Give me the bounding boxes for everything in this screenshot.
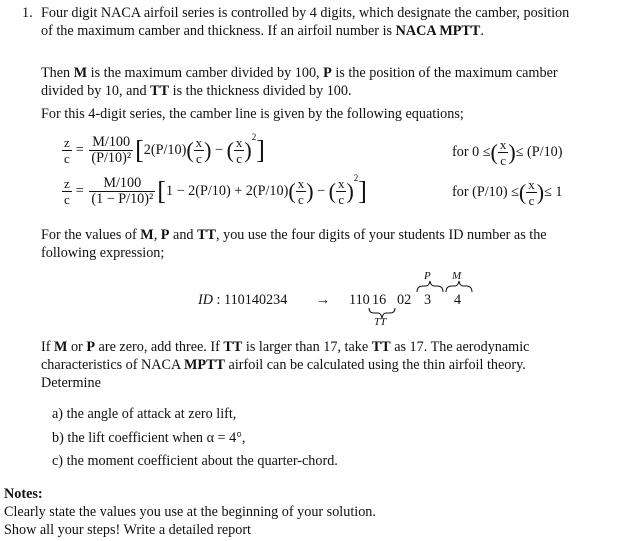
problem-number: 1. xyxy=(22,5,33,21)
intro-line-2: of the maximum camber and thickness. If an airfoil number is NACA MPTT. xyxy=(41,23,484,39)
label-tt: TT xyxy=(374,316,387,328)
camber-equation-2: $\frac{z}{c}$ = $\frac{M/100}{\text{(1 − P/10)²}}$ [1 − 2(P/10) + 2(P/10)( $\frac{x}{c}$ ) − ( $\frac{x}{c}$ )$^2$] xyxy=(64,173,367,208)
id-part-m: 4 xyxy=(454,292,462,308)
definition-line-2: divided by 10, and TT is the thickness divided by 100. xyxy=(41,83,352,99)
camber-equation-1: $\frac{z}{c}$ = $\frac{M/100}{\text{(P/10)²}}$ [2(P/10)( $\frac{x}{c}$ ) − ( $\frac{x}{c}$ )$^2$] xyxy=(64,132,265,167)
id-part-tt: 16 xyxy=(372,292,387,308)
definition-line-3: For this 4-digit series, the camber line is given by the following equations; xyxy=(41,106,464,122)
definition-line-1: Then M is the maximum camber divided by 100, P is the position of the maximum camber xyxy=(41,65,558,81)
rules-line-3: Determine xyxy=(41,375,101,391)
brace-over-p xyxy=(417,281,443,292)
label-m: M xyxy=(452,270,462,282)
rules-line-2: characteristics of NACA MPTT airfoil can be calculated using the thin airfoil theory. xyxy=(41,357,526,373)
intro-line-1: Four digit NACA airfoil series is controlled by 4 digits, which designate the camber, position xyxy=(41,5,570,21)
id-part-p: 3 xyxy=(424,292,432,308)
camber-condition-2: for (P/10) ≤( $\frac{x}{c}$ )≤ 1 xyxy=(452,177,563,208)
task-b: b) the lift coefficient when α = 4°, xyxy=(52,430,246,446)
digits-line-1: For the values of M, P and TT, you use the four digits of your students ID number as the xyxy=(41,227,547,243)
brace-over-m xyxy=(446,281,472,292)
brace-under-tt xyxy=(369,308,395,318)
rules-line-1: If M or P are zero, add three. If TT is larger than 17, take TT as 17. The aerodynamic xyxy=(41,339,530,355)
notes-line-2: Show all your steps! Write a detailed report xyxy=(4,522,251,538)
id-label: ID : 110140234 xyxy=(198,292,288,308)
notes-heading: Notes: xyxy=(4,486,43,502)
task-c: c) the moment coefficient about the quarter-chord. xyxy=(52,453,338,469)
camber-condition-1: for 0 ≤( $\frac{x}{c}$ )≤ (P/10) xyxy=(452,137,563,168)
naca-code: NACA MPTT xyxy=(395,23,481,39)
notes-line-1: Clearly state the values you use at the beginning of your solution. xyxy=(4,504,376,520)
id-part-2: 02 xyxy=(397,292,412,308)
id-arrow: → xyxy=(316,292,331,308)
task-a: a) the angle of attack at zero lift, xyxy=(52,406,237,422)
digits-line-2: following expression; xyxy=(41,245,165,261)
id-part-1: 110 xyxy=(349,292,370,308)
label-p: P xyxy=(424,270,431,282)
